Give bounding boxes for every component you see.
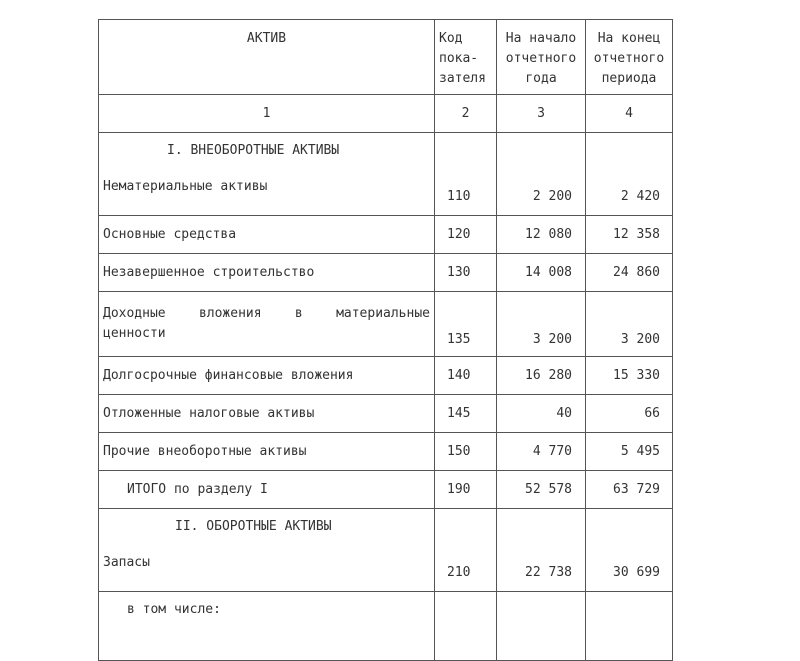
balance-table <box>98 19 673 661</box>
header-code-line: зателя <box>439 71 486 86</box>
row-name-line: ценности <box>103 326 166 341</box>
table-row <box>99 357 673 395</box>
row-name-word: Доходные <box>103 306 166 321</box>
row-code: 130 <box>435 254 497 292</box>
total-end-value: 63 729 <box>586 471 673 509</box>
table-row <box>99 433 673 471</box>
column-number: 3 <box>497 95 586 133</box>
row-name: Незавершенное строительство <box>99 254 435 292</box>
row-start-value: 2 200 <box>497 133 586 216</box>
row-code: 120 <box>435 216 497 254</box>
section-1-row <box>99 133 673 216</box>
table-row <box>99 254 673 292</box>
row-start-value: 4 770 <box>497 433 586 471</box>
empty-cell <box>586 592 673 661</box>
row-code: 110 <box>435 133 497 216</box>
empty-cell <box>435 592 497 661</box>
section-2-row <box>99 509 673 592</box>
header-code <box>435 20 497 95</box>
row-start-value: 22 738 <box>497 509 586 592</box>
row-name: Отложенные налоговые активы <box>99 395 435 433</box>
row-end-value: 66 <box>586 395 673 433</box>
header-end <box>586 20 673 95</box>
sub-row-name: в том числе: <box>99 592 435 661</box>
table-row <box>99 395 673 433</box>
balance-sheet <box>98 19 672 617</box>
column-number: 4 <box>586 95 673 133</box>
row-end-value: 12 358 <box>586 216 673 254</box>
header-start-line: На начало <box>505 31 577 46</box>
section-2-title: II. ОБОРОТНЫЕ АКТИВЫ <box>175 519 332 534</box>
row-name-word: вложения <box>198 306 262 321</box>
row-start-value: 12 080 <box>497 216 586 254</box>
sub-row <box>99 592 673 661</box>
row-start-value: 16 280 <box>497 357 586 395</box>
header-row <box>99 20 673 95</box>
total-code: 190 <box>435 471 497 509</box>
header-end-line: На конец <box>597 31 661 46</box>
column-number: 2 <box>435 95 497 133</box>
row-end-value: 3 200 <box>586 292 673 357</box>
row-start-value: 3 200 <box>497 292 586 357</box>
column-number: 1 <box>99 95 435 133</box>
section-1-cell <box>99 133 435 216</box>
header-code-line: пока- <box>439 51 479 66</box>
row-end-value: 15 330 <box>586 357 673 395</box>
table-row <box>99 292 673 357</box>
total-start-value: 52 578 <box>497 471 586 509</box>
section-1-title: I. ВНЕОБОРОТНЫЕ АКТИВЫ <box>167 143 340 158</box>
header-code-line: Код <box>439 31 463 46</box>
row-code: 145 <box>435 395 497 433</box>
row-name <box>99 292 435 357</box>
header-end-line: отчетного <box>593 51 665 66</box>
row-end-value: 24 860 <box>586 254 673 292</box>
row-end-value: 30 699 <box>586 509 673 592</box>
section-1-total-row <box>99 471 673 509</box>
column-number-row <box>99 95 673 133</box>
row-end-value: 5 495 <box>586 433 673 471</box>
row-code: 135 <box>435 292 497 357</box>
row-code: 210 <box>435 509 497 592</box>
row-code: 150 <box>435 433 497 471</box>
empty-cell <box>497 592 586 661</box>
header-start-line: года <box>525 71 557 86</box>
table-row <box>99 216 673 254</box>
header-start-line: отчетного <box>505 51 577 66</box>
row-name-word: в <box>294 306 303 321</box>
row-start-value: 40 <box>497 395 586 433</box>
row-name: Долгосрочные финансовые вложения <box>99 357 435 395</box>
total-name: ИТОГО по разделу I <box>99 471 435 509</box>
section-2-cell <box>99 509 435 592</box>
header-asset <box>99 20 435 95</box>
row-code: 140 <box>435 357 497 395</box>
row-name-line <box>103 304 434 324</box>
row-start-value: 14 008 <box>497 254 586 292</box>
header-end-line: периода <box>601 71 657 86</box>
row-name: Нематериальные активы <box>103 179 268 194</box>
row-name: Запасы <box>103 555 150 570</box>
row-name-word: материальные <box>336 306 430 321</box>
header-asset-label: АКТИВ <box>246 31 287 46</box>
header-start <box>497 20 586 95</box>
row-name: Прочие внеоборотные активы <box>99 433 435 471</box>
row-end-value: 2 420 <box>586 133 673 216</box>
row-name: Основные средства <box>99 216 435 254</box>
